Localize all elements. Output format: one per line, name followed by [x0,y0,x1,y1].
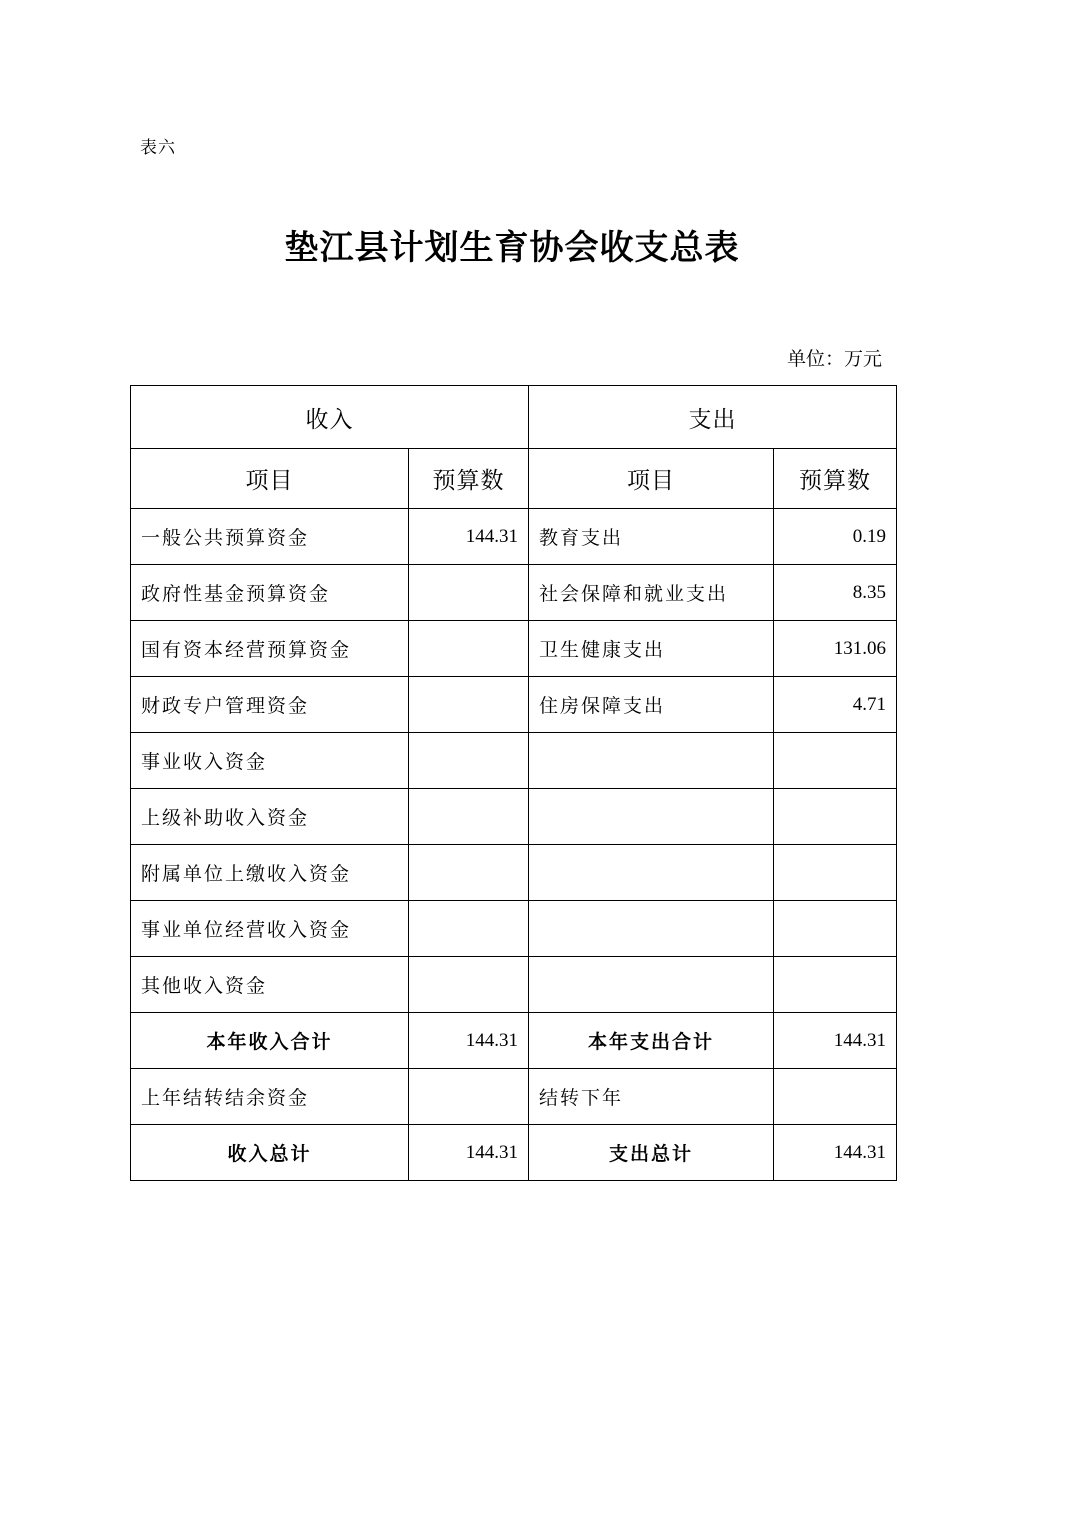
budget-summary-table [130,385,897,1181]
income-item-cell: 收入总计 [131,1125,409,1181]
expense-value-cell: 4.71 [774,677,897,733]
table-row [131,621,897,677]
income-item-cell: 附属单位上缴收入资金 [131,845,409,901]
income-item-cell: 国有资本经营预算资金 [131,621,409,677]
expense-item-cell: 结转下年 [529,1069,774,1125]
expense-value-cell: 131.06 [774,621,897,677]
expense-item-cell: 支出总计 [529,1125,774,1181]
expense-value-cell: 144.31 [774,1013,897,1069]
column-header-row [131,449,897,509]
table-row [131,733,897,789]
expense-item-cell [529,901,774,957]
expense-item-cell: 教育支出 [529,509,774,565]
table-row [131,901,897,957]
income-item-cell: 政府性基金预算资金 [131,565,409,621]
table-row [131,1069,897,1125]
expense-budget-header: 预算数 [774,449,897,509]
income-budget-header: 预算数 [409,449,529,509]
income-section-header: 收入 [131,386,529,449]
table-row [131,509,897,565]
income-item-cell: 本年收入合计 [131,1013,409,1069]
expense-item-cell: 住房保障支出 [529,677,774,733]
table-number-label: 表六 [140,138,176,158]
income-item-cell: 上年结转结余资金 [131,1069,409,1125]
income-item-cell: 一般公共预算资金 [131,509,409,565]
expense-value-cell [774,901,897,957]
unit-label: 单位：万元 [786,348,882,370]
income-item-cell: 上级补助收入资金 [131,789,409,845]
income-item-cell: 事业收入资金 [131,733,409,789]
expense-item-cell: 社会保障和就业支出 [529,565,774,621]
income-value-cell [409,621,529,677]
income-value-cell [409,789,529,845]
expense-value-cell [774,733,897,789]
expense-item-cell [529,957,774,1013]
expense-value-cell [774,1069,897,1125]
income-value-cell: 144.31 [409,509,529,565]
table-row [131,677,897,733]
income-item-cell: 财政专户管理资金 [131,677,409,733]
expense-value-cell [774,957,897,1013]
expense-item-cell [529,789,774,845]
total-row [131,1125,897,1181]
expense-item-header: 项目 [529,449,774,509]
table-row [131,957,897,1013]
income-item-header: 项目 [131,449,409,509]
table-row [131,789,897,845]
income-value-cell [409,901,529,957]
expense-value-cell: 0.19 [774,509,897,565]
income-value-cell: 144.31 [409,1125,529,1181]
expense-item-cell [529,845,774,901]
document-title: 垫江县计划生育协会收支总表 [284,228,740,268]
expense-value-cell: 144.31 [774,1125,897,1181]
section-header-row [131,386,897,449]
income-item-cell: 事业单位经营收入资金 [131,901,409,957]
expense-item-cell: 本年支出合计 [529,1013,774,1069]
income-item-cell: 其他收入资金 [131,957,409,1013]
income-value-cell [409,957,529,1013]
income-value-cell [409,1069,529,1125]
expense-value-cell [774,789,897,845]
total-row [131,1013,897,1069]
expense-value-cell [774,845,897,901]
income-value-cell [409,677,529,733]
income-value-cell: 144.31 [409,1013,529,1069]
table-row [131,565,897,621]
income-value-cell [409,565,529,621]
expense-item-cell: 卫生健康支出 [529,621,774,677]
table-row [131,845,897,901]
expense-item-cell [529,733,774,789]
income-value-cell [409,733,529,789]
expense-section-header: 支出 [529,386,897,449]
income-value-cell [409,845,529,901]
expense-value-cell: 8.35 [774,565,897,621]
